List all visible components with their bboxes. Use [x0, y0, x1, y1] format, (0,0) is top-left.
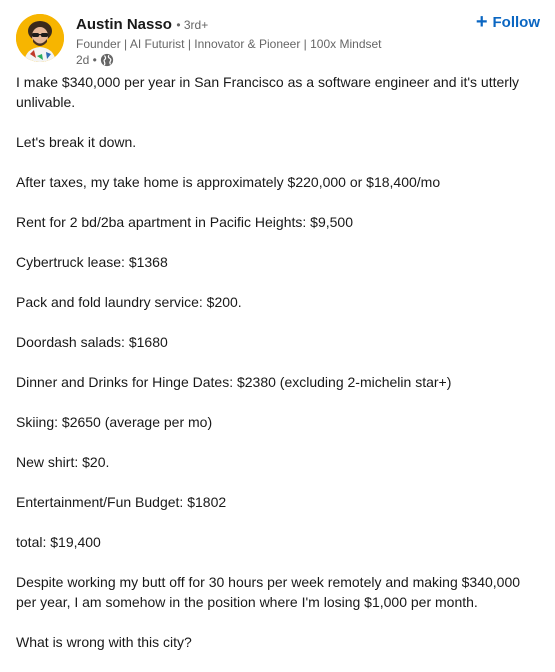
follow-label: Follow [492, 13, 540, 31]
post-header [16, 12, 546, 68]
author-name-row [76, 14, 456, 36]
post-paragraph: Entertainment/Fun Budget: $1802 [16, 494, 227, 510]
author-name[interactable]: Austin Nasso [76, 16, 172, 33]
post-paragraph: Rent for 2 bd/2ba apartment in Pacific Heights: $9,500 [16, 214, 353, 230]
author-meta [76, 14, 456, 68]
post-body [16, 72, 541, 672]
avatar-photo-icon [16, 14, 64, 62]
plus-icon: + [475, 11, 488, 33]
post-timestamp-row [76, 52, 456, 68]
follow-button[interactable] [476, 12, 540, 32]
post-paragraph: Doordash salads: $1680 [16, 334, 168, 350]
post-paragraph: total: $19,400 [16, 534, 101, 550]
post-paragraph: Skiing: $2650 (average per mo) [16, 414, 213, 430]
globe-icon [100, 53, 114, 67]
author-avatar[interactable] [16, 14, 64, 62]
connection-degree: • 3rd+ [176, 18, 209, 32]
post-paragraph: Dinner and Drinks for Hinge Dates: $2380 (excluding 2-michelin star+) [16, 374, 452, 390]
post-paragraph: New shirt: $20. [16, 454, 110, 470]
post-paragraph: What is wrong with this city? [16, 634, 192, 650]
post-timestamp: 2d • [76, 53, 97, 67]
post-paragraph: Let's break it down. [16, 134, 137, 150]
post-paragraph: Cybertruck lease: $1368 [16, 254, 168, 270]
post-paragraph: After taxes, my take home is approximately $220,000 or $18,400/mo [16, 174, 441, 190]
post-paragraph: Despite working my butt off for 30 hours per week remotely and making $340,000 per year, I am somehow in the position where I'm losing $1,000 per month. [16, 574, 521, 610]
post-paragraph: Pack and fold laundry service: $200. [16, 294, 242, 310]
post-paragraph: I make $340,000 per year in San Francisco as a software engineer and it's utterly unlivable. [16, 74, 520, 110]
author-headline: Founder | AI Futurist | Innovator & Pioneer | 100x Mindset [76, 37, 382, 51]
